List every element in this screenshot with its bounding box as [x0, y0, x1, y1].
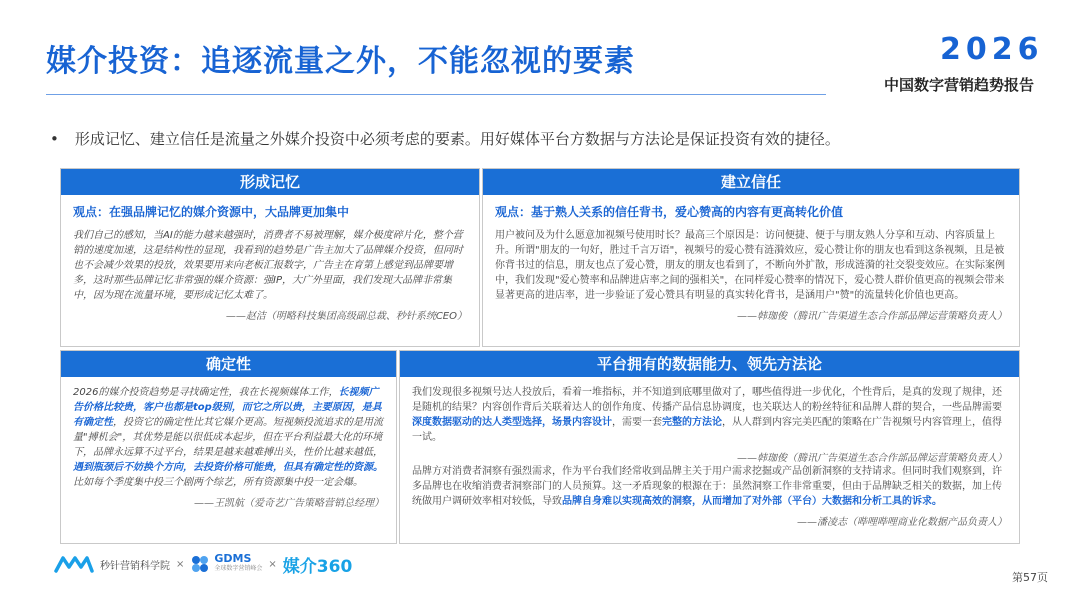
- memory-citation: ——赵洁（明略科技集团高级副总裁、秒针系统CEO）: [225, 311, 467, 322]
- platform-text-3: ，从人群到内容完美匹配的策略在广告视频号内容管理上，值得一试。: [412, 417, 1002, 443]
- platform-citation-2: ——潘凌志（哔哩哔哩商业化数据产品负责人）: [797, 517, 1007, 528]
- panel-memory: [60, 168, 480, 347]
- trust-citation: ——韩珈俊（腾讯广告渠道生态合作部品牌运营策略负责人）: [737, 311, 1007, 322]
- footer-logos: [54, 552, 352, 576]
- page-number: 第57页: [1012, 571, 1048, 584]
- panel-trust: [482, 168, 1020, 347]
- gdms-label: [214, 554, 262, 574]
- platform-text-2: ，需要一套: [612, 417, 662, 428]
- times-sign-1: ×: [176, 558, 185, 570]
- panel-platform-body: [400, 377, 1019, 536]
- memory-quote: 我们自己的感知，当AI的能力越来越强时，消费者不易被理解，媒介极度碎片化，整个营销的速度加速，这是结构性的显现，我看到的趋势是广告主加大了品牌媒介投资，但同时也不会减少效果的投放，效果要用来向老板汇报数字，广告主在育第上感觉到品牌要增多，这时那些品牌记忆非常强的媒介资源：强IP，大广外里面，我们发现大品牌非常集中，因为现在流量环境，要形成记忆太难了。: [73, 230, 463, 301]
- panel-certainty-title: 确定性: [61, 351, 396, 377]
- miaozhen-logo-icon: [54, 554, 94, 574]
- trust-viewpoint: 观点：基于熟人关系的信任背书，爱心赞高的内容有更高转化价值: [495, 205, 844, 219]
- certainty-text-2: ，投资它的确定性比其它媒介更高。短视频投流追求的是用流量"搏机会"，其优势是能以很低成本起步，但在平台利益最大化的环境下，品牌永远算不过平台，结果是越来越难搏出头，性价比越来越低，: [73, 417, 383, 458]
- certainty-text-1: 2026的媒介投资趋势是寻找确定性，我在长视频媒体工作，: [73, 387, 339, 398]
- panel-memory-body: [61, 195, 479, 330]
- certainty-highlight-2: 遇到瓶颈后不妨换个方向，去投资价格可能贵，但具有确定性的资源。: [73, 462, 383, 473]
- title-divider: [46, 94, 826, 95]
- panel-certainty: [60, 350, 397, 544]
- panel-certainty-body: [61, 377, 396, 517]
- panel-trust-body: [483, 195, 1019, 330]
- panel-platform-title: 平台拥有的数据能力、领先方法论: [400, 351, 1019, 377]
- certainty-text-3: 比如每个季度集中投三个剧两个综艺，所有资源集中投一定会爆。: [73, 477, 363, 488]
- gdms-name: GDMS: [214, 552, 252, 565]
- panel-platform: [399, 350, 1020, 544]
- miaozhen-logo-text: 秒针营销科学院: [100, 560, 170, 572]
- platform-quote-1: [412, 385, 1007, 445]
- panel-memory-title: 形成记忆: [61, 169, 479, 195]
- certainty-quote: [73, 385, 384, 490]
- platform-highlight-2: 完整的方法论: [662, 417, 722, 428]
- gdms-logo: [190, 554, 262, 574]
- gdms-subtitle: 全球数字营销峰会: [214, 565, 263, 572]
- platform-text-1: 我们发现很多视频号达人投放后，看着一堆指标，并不知道到底哪里做对了，哪些值得进一步优化，个性背后，是真的发现了规律，还是随机的结果？内容创作背后关联着达人的创作角度、传播产品信息协调度，也关联达人的粉丝特征和品牌人群的契合，一些品牌需要: [412, 387, 1002, 413]
- intro-bullet-row: [50, 128, 840, 149]
- report-year: 2026: [940, 32, 1044, 67]
- platform-highlight-1: 深度数据驱动的达人类型选择，场景内容设计: [412, 417, 612, 428]
- panel-trust-title: 建立信任: [483, 169, 1019, 195]
- memory-viewpoint: 观点：在强品牌记忆的媒介资源中，大品牌更加集中: [73, 205, 350, 219]
- report-name: 中国数字营销趋势报告: [884, 76, 1035, 94]
- bullet-dot: •: [50, 130, 59, 148]
- times-sign-2: ×: [268, 558, 277, 570]
- intro-text: 形成记忆、建立信任是流量之外媒介投资中必须考虑的要素。用好媒体平台方数据与方法论是保证投资有效的捷径。: [74, 130, 840, 148]
- platform-text-4: 品牌方对消费者洞察有强烈需求，作为平台我们经常收到品牌主关于用户需求挖掘或产品创新洞察的支持请求。但同时我们观察到，许多品牌也在收缩消费者洞察部门的人员预算。这一矛盾现象的根源在于：虽然洞察工作非常重要，但由于品牌缺乏相关的数据，加上传统做用户调研效率相对较低，导致: [412, 466, 1002, 507]
- certainty-highlight-1: 长视频广告价格比较贵，客户也都是top级别，而它之所以贵，主要原因，是具有确定性: [73, 387, 382, 428]
- platform-citation-1: ——韩珈俊（腾讯广告渠道生态合作部品牌运营策略负责人）: [737, 453, 1007, 464]
- platform-quote-2: [412, 464, 1007, 509]
- page-title: 媒介投资：追逐流量之外，不能忽视的要素: [46, 44, 635, 79]
- meijie360-logo: 媒介360: [282, 556, 353, 577]
- platform-highlight-3: 品牌自身难以实现高效的洞察，从而增加了对外部（平台）大数据和分析工具的诉求。: [562, 496, 942, 507]
- certainty-citation: ——王凯航（爱奇艺广告策略营销总经理）: [194, 498, 384, 509]
- trust-quote: 用户被问及为什么愿意加视频号使用时长？最高三个原因是：访问便捷、便于与朋友熟人分享和互动、内容质量上升。所谓"朋友的一句好，胜过千言万语"，视频号的爱心赞有涟漪效应，爱心赞让你的朋友也看到这条视频，且是被你背书过的信息，朋友也点了爱心赞，朋友的朋友也看到了，不断向外扩散，形成涟漪的社交裂变效应。在实际案例中，我们发现"爱心赞率和品牌进店率之间的强相关"，在同样爱心赞率的情况下，爱心赞人群价值更高的视频会带来显著更高的进店率，进一步验证了爱心赞具有明显的真实转化背书，是涵用户"赞"的流量转化价值也更高。: [495, 230, 1005, 301]
- gdms-logo-icon: [190, 554, 210, 574]
